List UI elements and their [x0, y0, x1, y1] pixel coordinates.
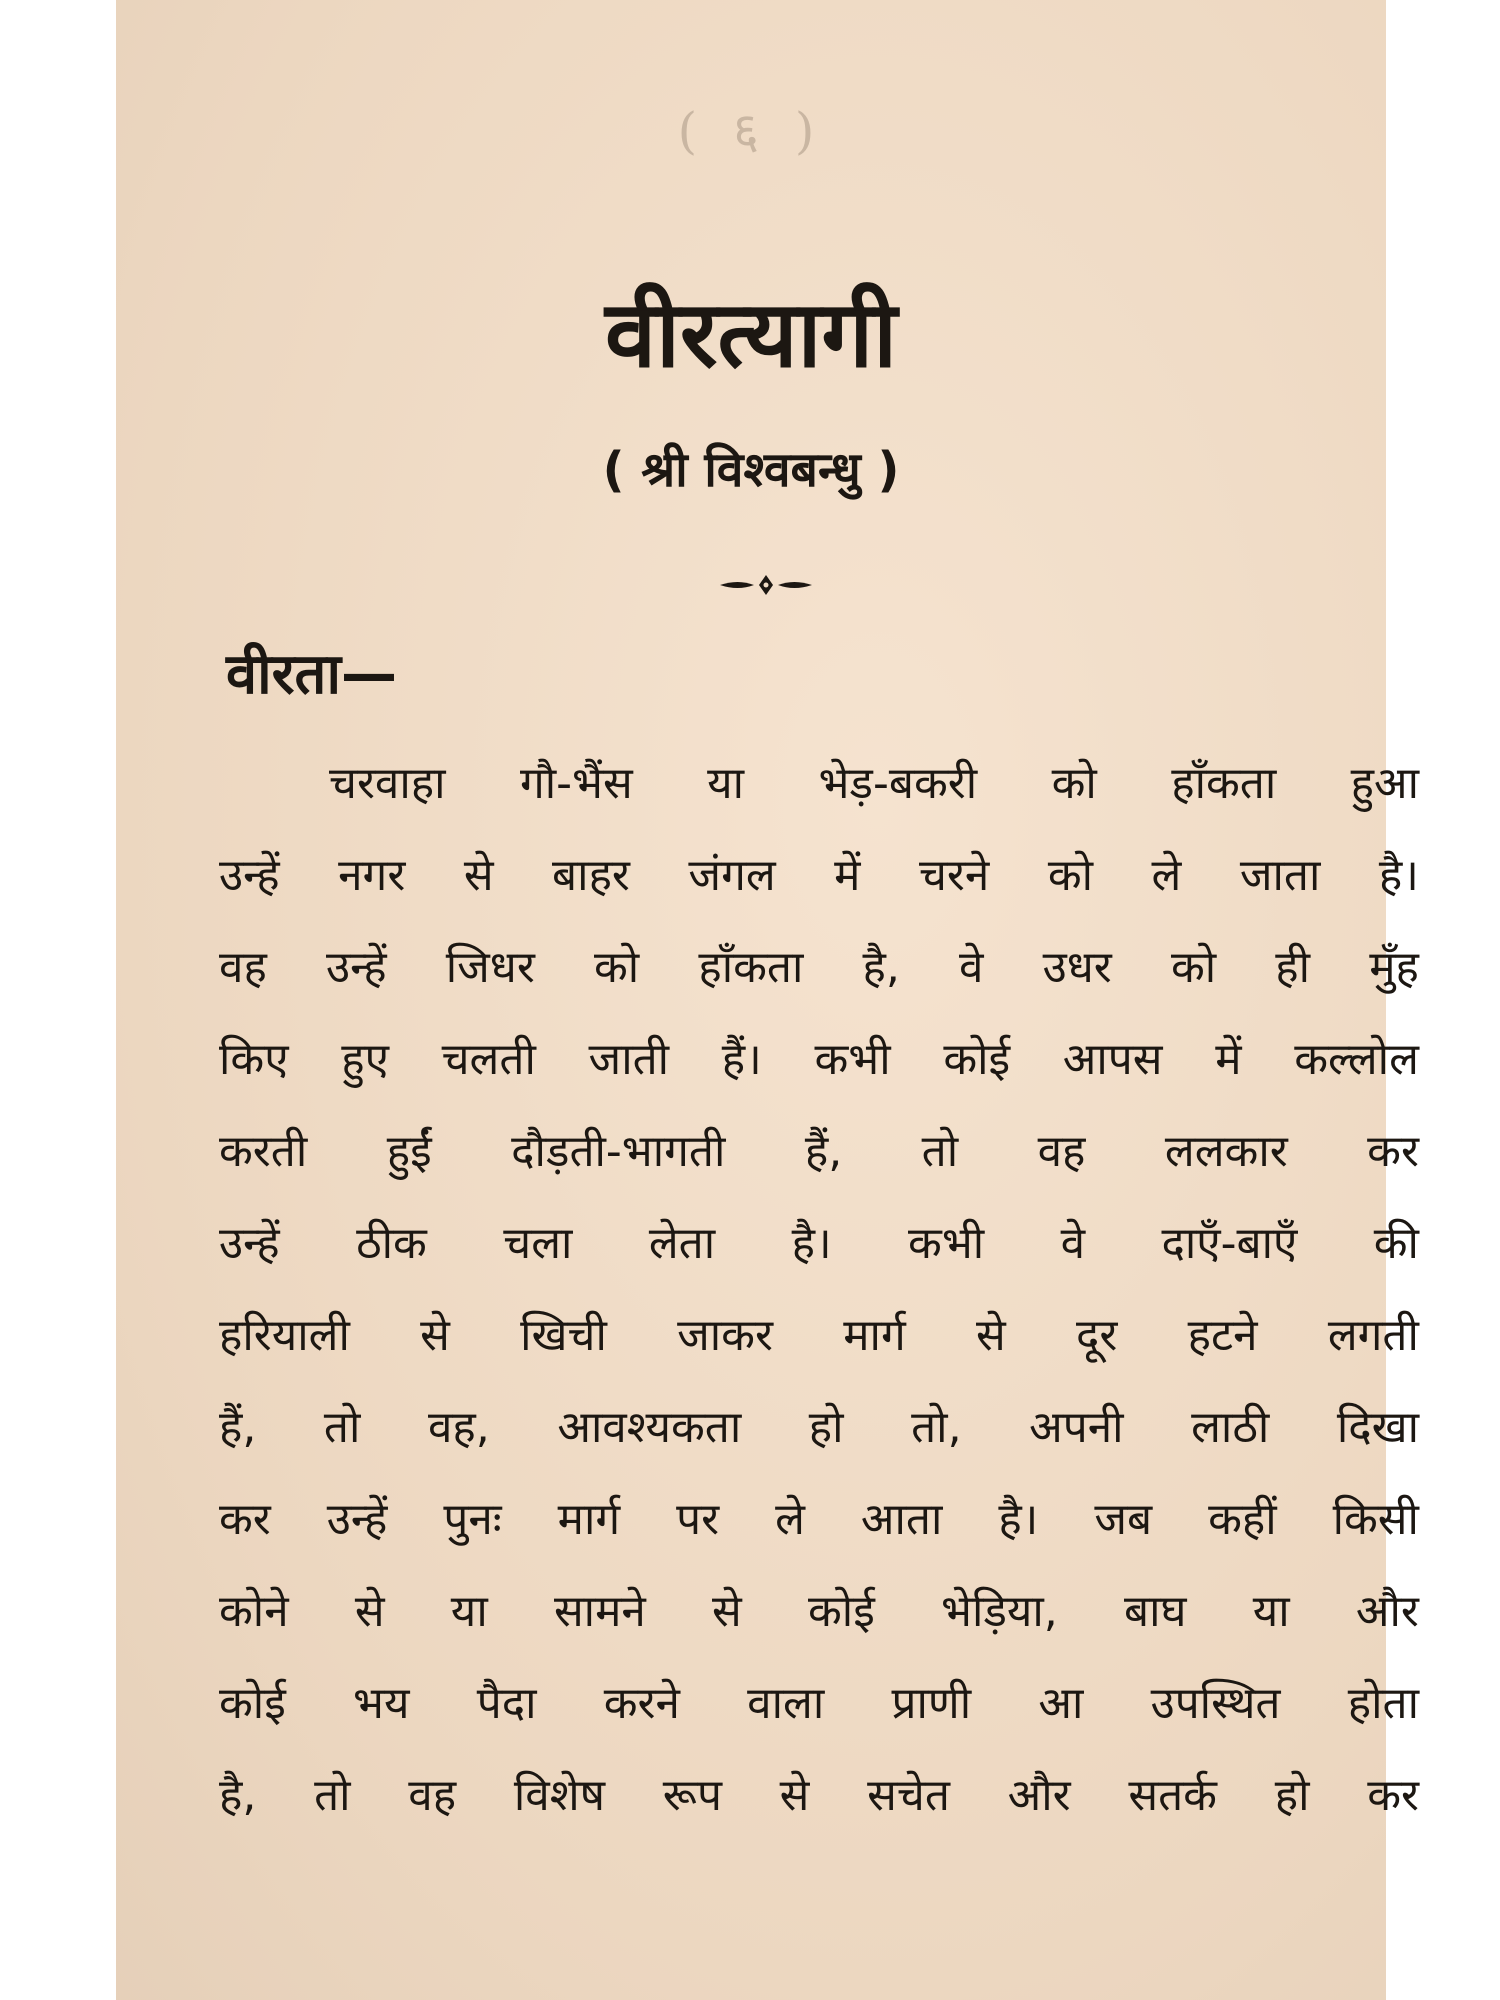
ornament-divider: [718, 570, 814, 600]
paragraph-line: चरवाहा गौ-भैंस या भेड़-बकरी को हाँकता हुआ: [329, 758, 1419, 809]
paragraph-line: है, तो वह विशेष रूप से सचेत और सतर्क हो कर: [219, 1770, 1419, 1821]
paragraph-line: किए हुए चलती जाती हैं। कभी कोई आपस में कल्लोल: [219, 1034, 1419, 1085]
paragraph-line: उन्हें ठीक चला लेता है। कभी वे दाएँ-बाएँ की: [219, 1218, 1419, 1269]
page-number: ( ६ ): [677, 102, 825, 160]
paragraph-line: वह उन्हें जिधर को हाँकता है, वे उधर को ही मुँह: [219, 942, 1419, 993]
author-byline: ( श्री विश्वबन्धु ): [602, 442, 900, 498]
paragraph-line: उन्हें नगर से बाहर जंगल में चरने को ले जाता है।: [219, 850, 1419, 901]
paragraph: [219, 738, 1419, 1842]
paragraph-line: कोने से या सामने से कोई भेड़िया, बाघ या और: [219, 1586, 1419, 1637]
paragraph-line: हरियाली से खिची जाकर मार्ग से दूर हटने लगती: [219, 1310, 1419, 1361]
book-page: [116, 0, 1419, 2000]
paragraph-line: हैं, तो वह, आवश्यकता हो तो, अपनी लाठी दिखा: [219, 1402, 1419, 1453]
paragraph-line: करती हुईं दौड़ती-भागती हैं, तो वह ललकार कर: [219, 1126, 1419, 1177]
paragraph-line: कर उन्हें पुनः मार्ग पर ले आता है। जब कहीं किसी: [219, 1494, 1419, 1545]
page-title: वीरत्यागी: [604, 281, 898, 388]
section-heading: वीरता—: [226, 642, 397, 707]
paragraph-line: कोई भय पैदा करने वाला प्राणी आ उपस्थित होता: [219, 1678, 1419, 1729]
